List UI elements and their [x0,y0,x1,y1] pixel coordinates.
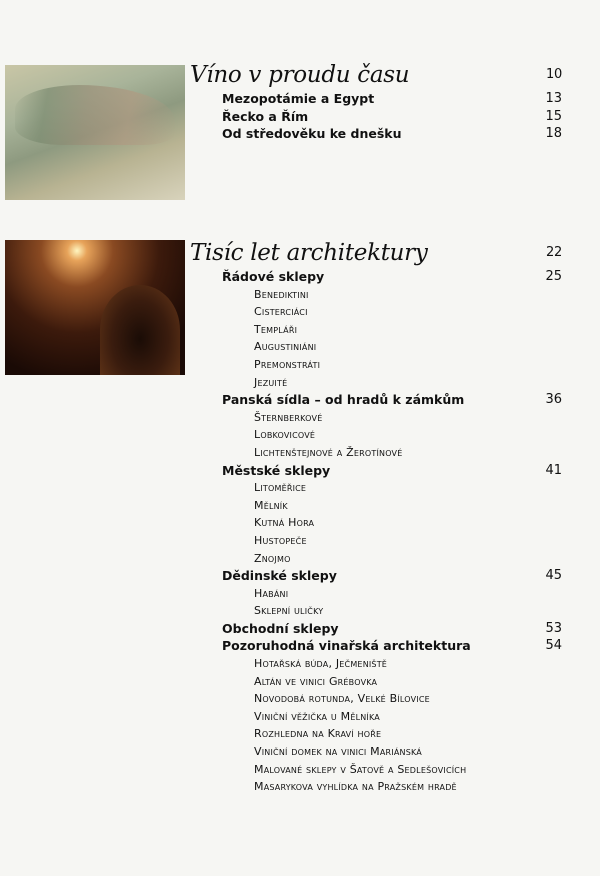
toc-subentry[interactable]: Cisterciáci [254,305,308,319]
section-title-text: Víno v proudu času [190,62,410,88]
section-title-text: Tisíc let architektury [190,240,428,266]
toc-subentry[interactable]: Litoměřice [254,481,307,495]
toc-subentry[interactable]: Masarykova vyhlídka na Pražském hradě [254,780,457,794]
page-number: 13 [545,91,562,106]
toc-subentry[interactable]: Hustopeče [254,533,307,547]
toc-subentry[interactable]: Znojmo [254,551,291,565]
entry-label: Obchodní sklepy [222,620,339,636]
page-number: 36 [545,392,562,408]
toc-entry[interactable] [190,637,562,655]
page-number: 53 [545,620,562,636]
toc-subentry[interactable]: Hotařská búda, Ječmeniště [254,657,388,671]
entry-label: Od středověku ke dnešku [222,126,402,142]
toc-subentry[interactable]: Templáři [254,322,298,336]
toc-subentry[interactable]: Benediktini [254,287,309,301]
page-number: 18 [545,126,562,142]
toc-entry[interactable] [190,90,562,108]
toc-entry[interactable] [190,620,562,638]
toc-entry[interactable] [190,125,562,143]
wine-cellar-photo [5,240,185,375]
toc-section-wine-history [190,60,562,143]
section-title[interactable] [190,238,562,268]
toc-subentry[interactable]: Sklepní uličky [254,604,324,618]
page-number: 41 [545,462,562,478]
toc-subentry[interactable]: Augustiniáni [254,340,317,354]
historical-town-drawing-image [5,65,185,200]
entry-label: Dědinské sklepy [222,568,337,584]
toc-entry[interactable] [190,108,562,126]
toc-subentry[interactable]: Lobkovicové [254,428,316,442]
toc-subentry[interactable]: Jezuité [254,375,288,389]
toc-entry[interactable] [190,391,562,409]
toc-section-architecture [190,238,562,796]
toc-subentry[interactable]: Malované sklepy v Šatově a Sedlešovicích [254,762,467,776]
page-number: 25 [545,269,562,284]
toc-subentry[interactable]: Altán ve vinici Grébovka [254,674,378,688]
toc-subentry[interactable]: Mělník [254,498,288,512]
toc-subentry[interactable]: Viniční věžička u Mělníka [254,709,380,723]
entry-label: Řecko a Řím [222,108,309,124]
toc-subentry[interactable]: Rozhledna na Kraví hoře [254,727,382,741]
toc-subentry[interactable]: Novodobá rotunda, Velké Bílovice [254,692,430,706]
toc-subentry[interactable]: Lichtenštejnové a Žerotínové [254,445,403,459]
toc-subentry[interactable]: Premonstráti [254,357,321,371]
page-number: 45 [545,568,562,584]
toc-entry[interactable] [190,462,562,480]
toc-subentry[interactable]: Viniční domek na vinici Mariánská [254,745,422,759]
entry-label: Panská sídla – od hradů k zámkům [222,392,465,408]
toc-entry[interactable] [190,567,562,585]
section-title[interactable] [190,60,562,90]
entry-label: Pozoruhodná vinařská architektura [222,638,471,654]
toc-subentry[interactable]: Kutná Hora [254,516,315,530]
entry-label: Městské sklepy [222,462,331,478]
page-number: 15 [545,108,562,124]
toc-subentry[interactable]: Šternberkové [254,410,323,424]
toc-subentry[interactable]: Habáni [254,586,289,600]
page-number: 10 [546,67,562,82]
toc-entry[interactable] [190,268,562,286]
page-number: 22 [546,245,562,260]
entry-label: Řádové sklepy [222,269,325,284]
page-number: 54 [545,638,562,654]
entry-label: Mezopotámie a Egypt [222,91,375,106]
